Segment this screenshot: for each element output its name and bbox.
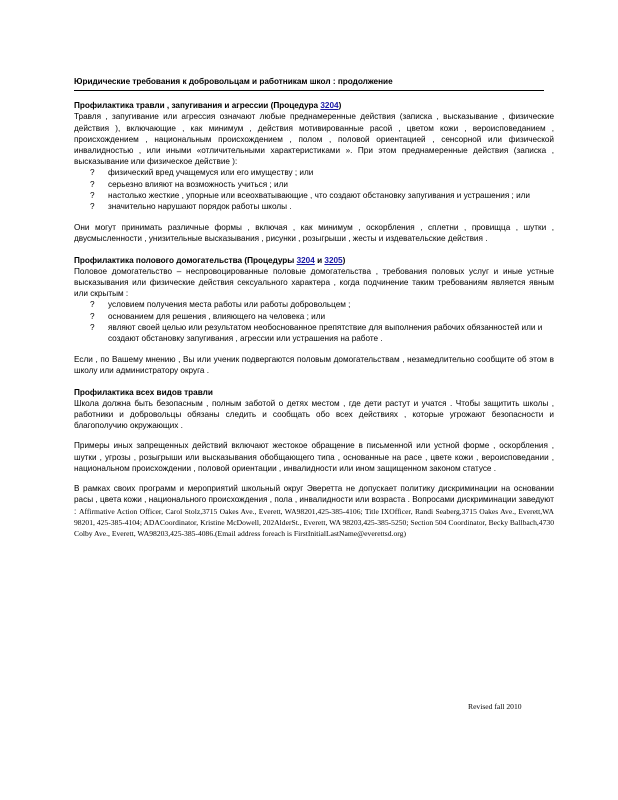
list-item: ? условием получения места работы или работы добровольцем ; xyxy=(90,300,351,310)
list-item: ? являют своей целью или результатом необоснованное препятствие для выполнения рабочих обязанностей или и создают обстановку запугивания , агрессии или устрашения на работе . xyxy=(90,322,543,344)
procedure-3204-link[interactable]: 3204 xyxy=(320,101,339,111)
procedure-3204-link-2[interactable]: 3204 xyxy=(296,255,315,265)
list-item: ? основанием для решения , влияющего на человека ; или xyxy=(90,311,326,321)
section2-bullets xyxy=(74,299,554,344)
section1-intro: Травля , запугивание или агрессия означают любые преднамеренные действия (записка , высказывание , физические действия ), включающие , как минимум , действия мотивированные расой , цветом кожи , вероисповеданием , происхождением , национальным происхождением , полом , половой ориентацией , сенсорной или физической инвалидностью , или иными «отличительными характеристиками ». При этом преднамеренные действия (записка , высказывание или физическое действие ): xyxy=(74,112,554,167)
section2-heading: Профилактика полового домогательства (Процедуры 3204 и 3205) xyxy=(74,255,346,265)
section2-report: Если , по Вашему мнению , Вы или ученик подвергаются половым домогательствам , незамедлительно сообщите об этом в школу или администратору округа . xyxy=(74,355,554,376)
document-title: Юридические требования к добровольцам и работникам школ : продолжение xyxy=(74,77,393,86)
list-item: ? физический вред учащемуся или его имуществу ; или xyxy=(90,168,314,178)
section1-heading-text: Профилактика травли , запугивания и агрессии (Процедура xyxy=(74,101,321,111)
section3-para2: Примеры иных запрещенных действий включают жестокое обращение в письменной или устной форме , оскорбления , шутки , угрозы , розыгрыши или высказывания обобщающего типа , основанные на расе , цвете кожи , вероисповедании , национальном происхождении , половой ориентации , инвалидности или ином защищенном законом статусе . xyxy=(74,441,554,473)
document-page xyxy=(74,70,554,539)
procedure-3205-link[interactable]: 3205 xyxy=(324,255,343,265)
section3-heading: Профилактика всех видов травли xyxy=(74,387,213,397)
section1-forms: Они могут принимать различные формы , включая , как минимум , оскорбления , сплетни , провищца , шутки , двусмысленности , унизительные высказывания , рисунки , розыгрыши , жесты и издевательские действия . xyxy=(74,223,554,244)
section1-bullets xyxy=(74,167,554,212)
list-item: ? настолько жесткие , упорные или всеохватывающие , что создают обстановку запугивания и устрашения ; или xyxy=(90,190,531,200)
section1-heading: Профилактика травли , запугивания и агрессии (Процедура 3204) xyxy=(74,101,342,111)
section2-intro: Половое домогательство – неспровоцированные половые домогательства , требования половых услуг и иные устные высказывания или физические действия сексуального характера , когда подчинение таким требованиям является явным или скрытым : xyxy=(74,266,554,299)
list-item: ? значительно нарушают порядок работы школы . xyxy=(90,202,292,212)
revision-footer: Revised fall 2010 xyxy=(468,702,522,711)
section3-para3: В рамках своих программ и мероприятий школьный округ Эверетта не допускает политику дискриминации на основании расы , цвета кожи , национального происхождения , пола , инвалидности или возраста . Вопросами дискриминации заведуют : Affirmative Action Officer, Carol Stolz,3715 Oakes Ave., Everett, WA98201,425-385-4106; Title IXOfficer, Randi Seaberg,3715 Oakes Ave., Everett,WA 98201, 425-385-4104; ADACoordinator, Kristine McDowell, 202AlderSt., Everett, WA 98203,425-385-5250; Section 504 Coordinator, Becky Ballbach,4730 Colby Ave., Everett, WA98203,425-385-4086.(Email address foreach is FirstInitialLastName@everettsd.org) xyxy=(74,484,554,538)
list-item: ? серьезно влияют на возможность учиться ; или xyxy=(90,179,288,189)
title-rule xyxy=(74,90,544,91)
section3-para1: Школа должна быть безопасным , полным заботой о детях местом , где дети растут и учатся . Чтобы защитить школы , работники и добровольцы обязаны следить и сообщать обо всех действиях , которые угрожают безопасности и благополучию окружающих . xyxy=(74,398,554,431)
